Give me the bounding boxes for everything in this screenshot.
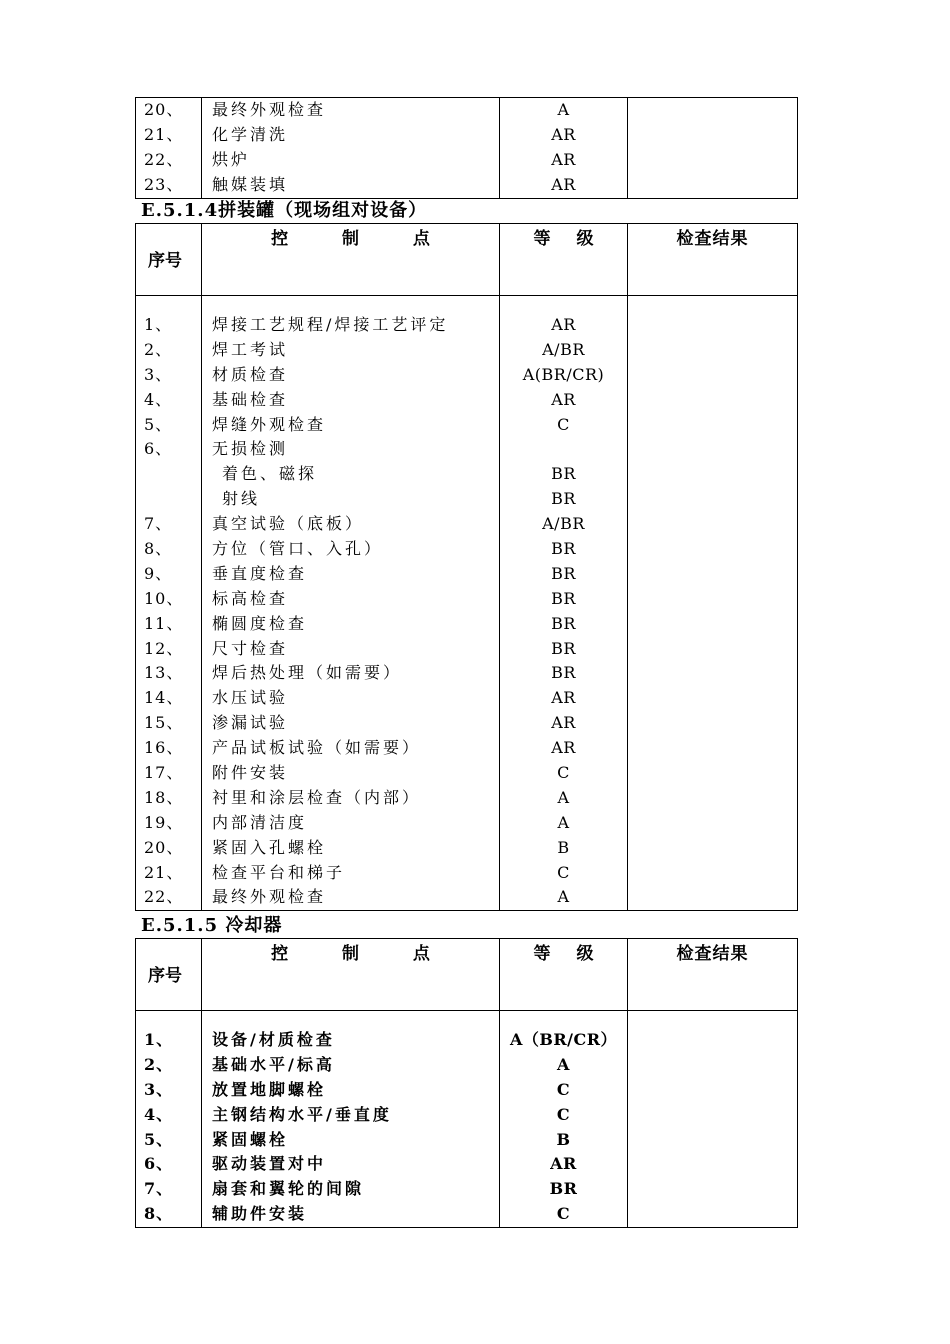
row-item: 无损检测 xyxy=(212,439,289,459)
e514-header-row xyxy=(136,224,798,296)
row-item: 烘炉 xyxy=(212,149,251,169)
row-number: 6、 xyxy=(144,439,173,459)
row-item: 化学清洗 xyxy=(212,124,289,144)
number-column xyxy=(136,1011,202,1228)
row-grade: C xyxy=(556,1204,571,1224)
row-number: 20、 xyxy=(144,100,184,119)
row-number: 13、 xyxy=(144,663,184,683)
row-number: 3、 xyxy=(144,1079,174,1099)
row-item: 设备/材质检查 xyxy=(212,1030,335,1049)
row-grade xyxy=(500,437,627,462)
row-grade: AR xyxy=(551,713,576,733)
row-item: 真空试验（底板） xyxy=(212,514,365,534)
row-grade: BR xyxy=(551,539,576,559)
row-item: 紧固螺栓 xyxy=(212,1129,289,1149)
row-item: 检查平台和梯子 xyxy=(212,862,346,882)
row-item: 渗漏试验 xyxy=(212,713,289,733)
row-grade: BR xyxy=(551,663,576,683)
section-title-e514: E.5.1.4拼装罐（现场组对设备） xyxy=(141,200,428,221)
row-number: 10、 xyxy=(144,588,184,608)
grade-column xyxy=(500,296,628,911)
row-item: 椭圆度检查 xyxy=(212,613,308,633)
row-item: 主钢结构水平/垂直度 xyxy=(212,1104,392,1124)
row-number xyxy=(136,462,201,487)
row-grade: BR xyxy=(551,638,576,658)
row-number: 8、 xyxy=(144,539,173,559)
row-grade: AR xyxy=(551,688,576,708)
row-number: 22、 xyxy=(144,887,184,907)
row-grade: BR xyxy=(551,613,576,633)
row-item: 方位（管口、入孔） xyxy=(212,539,384,559)
row-grade: AR xyxy=(551,149,576,169)
row-grade: A/BR xyxy=(542,339,585,359)
row-grade: BR xyxy=(551,464,576,484)
top-table xyxy=(135,97,798,199)
row-item: 内部清洁度 xyxy=(212,812,308,832)
header-control-point: 控 制 点 xyxy=(202,939,500,1011)
row-number: 18、 xyxy=(144,787,184,807)
header-grade: 等 级 xyxy=(500,224,628,296)
row-item: 基础检查 xyxy=(212,389,289,409)
result-column xyxy=(628,296,798,911)
row-number: 14、 xyxy=(144,688,184,708)
row-grade: A（BR/CR） xyxy=(509,1030,618,1049)
header-grade: 等 级 xyxy=(500,939,628,1011)
row-number: 6、 xyxy=(144,1154,174,1174)
row-grade: B xyxy=(556,1129,571,1149)
row-item: 焊后热处理（如需要） xyxy=(212,663,403,683)
row-item: 附件安装 xyxy=(212,763,289,783)
row-grade: A xyxy=(557,887,570,907)
row-grade: A(BR/CR) xyxy=(522,364,605,384)
row-grade: BR xyxy=(551,489,576,509)
row-number: 7、 xyxy=(144,514,173,534)
row-item: 紧固入孔螺栓 xyxy=(212,837,327,857)
row-number: 7、 xyxy=(144,1179,174,1199)
row-grade: C xyxy=(557,414,570,434)
row-grade: AR xyxy=(551,315,576,334)
row-item: 产品试板试验（如需要） xyxy=(212,738,422,758)
row-grade: AR xyxy=(551,124,576,144)
row-grade: C xyxy=(556,1079,571,1099)
row-grade: BR xyxy=(549,1179,578,1199)
e515-table xyxy=(135,938,798,1228)
row-item: 放置地脚螺栓 xyxy=(212,1079,327,1099)
row-item: 焊缝外观检查 xyxy=(212,414,327,434)
row-number: 3、 xyxy=(144,364,173,384)
item-column xyxy=(202,1011,500,1228)
row-grade: A xyxy=(557,100,570,119)
row-number: 1、 xyxy=(144,1030,174,1049)
row-grade: AR xyxy=(550,1154,577,1174)
result-column xyxy=(628,98,798,199)
section-title-e515: E.5.1.5 冷却器 xyxy=(141,915,283,936)
row-grade: C xyxy=(557,862,570,882)
row-item: 触媒装填 xyxy=(212,174,289,194)
row-item: 尺寸检查 xyxy=(212,638,289,658)
e514-table xyxy=(135,223,798,911)
row-grade: B xyxy=(557,837,570,857)
row-number: 20、 xyxy=(144,837,184,857)
row-grade: BR xyxy=(551,563,576,583)
row-number: 1、 xyxy=(144,315,173,334)
row-item: 垂直度检查 xyxy=(212,563,308,583)
header-number: 序号 xyxy=(136,939,202,1011)
row-number: 11、 xyxy=(144,613,184,633)
row-number: 16、 xyxy=(144,738,184,758)
row-number: 5、 xyxy=(144,1129,174,1149)
row-item: 材质检查 xyxy=(212,364,289,384)
row-number: 9、 xyxy=(144,563,173,583)
row-grade: AR xyxy=(551,389,576,409)
row-number: 4、 xyxy=(144,1104,174,1124)
item-column xyxy=(202,296,500,911)
row-item: 着色、磁探 xyxy=(222,464,318,484)
grade-column xyxy=(500,98,628,199)
row-number: 2、 xyxy=(144,339,173,359)
row-grade: AR xyxy=(551,174,576,194)
row-grade: BR xyxy=(551,588,576,608)
row-grade: C xyxy=(557,763,570,783)
row-item: 焊接工艺规程/焊接工艺评定 xyxy=(212,315,449,334)
row-number: 22、 xyxy=(144,149,184,169)
header-control-point: 控 制 点 xyxy=(202,224,500,296)
number-column xyxy=(136,296,202,911)
row-number: 2、 xyxy=(144,1054,174,1074)
row-number: 21、 xyxy=(144,862,184,882)
header-result: 检查结果 xyxy=(628,939,798,1011)
row-grade: A/BR xyxy=(542,514,585,534)
header-result: 检查结果 xyxy=(628,224,798,296)
row-number: 4、 xyxy=(144,389,173,409)
row-number: 12、 xyxy=(144,638,184,658)
row-item: 最终外观检查 xyxy=(212,887,327,907)
row-item: 衬里和涂层检查（内部） xyxy=(212,787,422,807)
row-item: 驱动装置对中 xyxy=(212,1154,327,1174)
item-column xyxy=(202,98,500,199)
row-number xyxy=(136,487,201,512)
row-number: 23、 xyxy=(144,174,184,194)
row-number: 5、 xyxy=(144,414,173,434)
number-column xyxy=(136,98,202,199)
grade-column xyxy=(500,1011,628,1228)
result-column xyxy=(628,1011,798,1228)
row-item: 辅助件安装 xyxy=(212,1204,308,1224)
row-number: 21、 xyxy=(144,124,184,144)
row-number: 8、 xyxy=(144,1204,174,1224)
row-grade: A xyxy=(557,812,570,832)
row-item: 水压试验 xyxy=(212,688,289,708)
row-grade: A xyxy=(557,787,570,807)
row-grade: A xyxy=(557,1054,570,1074)
row-number: 15、 xyxy=(144,713,184,733)
row-grade: AR xyxy=(551,738,576,758)
header-number: 序号 xyxy=(136,224,202,296)
row-item: 最终外观检查 xyxy=(212,100,327,119)
row-grade: C xyxy=(556,1104,571,1124)
e515-header-row xyxy=(136,939,798,1011)
row-item: 基础水平/标高 xyxy=(212,1054,335,1074)
row-number: 19、 xyxy=(144,812,184,832)
row-number: 17、 xyxy=(144,763,184,783)
row-item: 焊工考试 xyxy=(212,339,289,359)
row-item: 扇套和翼轮的间隙 xyxy=(212,1179,365,1199)
row-item: 射线 xyxy=(222,489,261,509)
row-item: 标高检查 xyxy=(212,588,289,608)
